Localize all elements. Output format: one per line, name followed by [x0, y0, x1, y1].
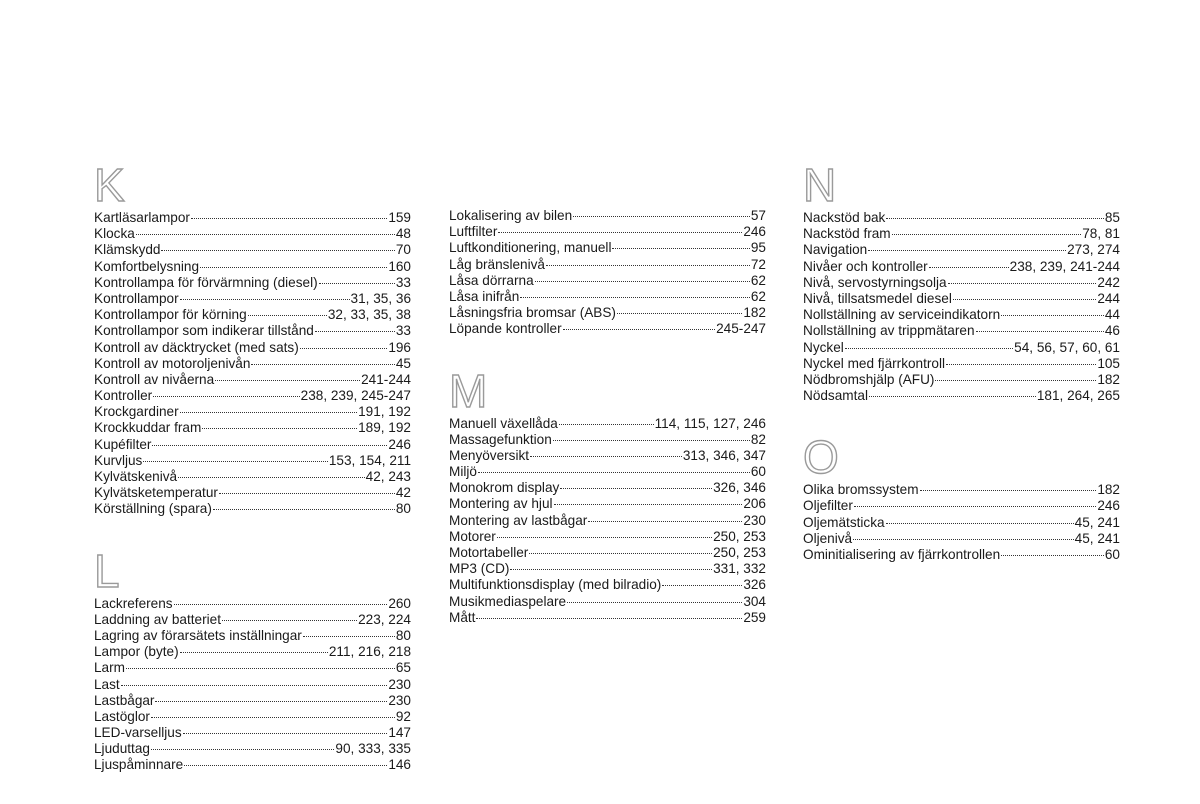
index-term: Kontrollampor för körning: [94, 307, 247, 323]
index-column-3: [803, 159, 1120, 593]
index-entry: [449, 224, 766, 240]
section-letter-m: M: [449, 364, 488, 417]
index-page-numbers: 54, 56, 57, 60, 61: [1014, 339, 1120, 355]
index-entry: [449, 305, 766, 321]
index-term: Krockkuddar fram: [94, 420, 202, 436]
dot-leader: [476, 617, 742, 619]
dot-leader: [151, 716, 395, 718]
index-entry: [94, 226, 411, 242]
index-entry: [94, 741, 411, 757]
dot-leader: [559, 423, 654, 425]
index-page-numbers: 182: [743, 305, 766, 321]
index-group-m: [449, 364, 766, 626]
index-page-numbers: 260: [388, 595, 411, 611]
dot-leader: [180, 411, 357, 413]
index-page-numbers: 181, 264, 265: [1036, 388, 1120, 404]
dot-leader: [248, 314, 327, 316]
index-term: Krockgardiner: [94, 404, 179, 420]
index-entries: [94, 596, 411, 774]
index-term: Låsa dörrarna: [449, 272, 534, 288]
index-term: Nivå, tillsatsmedel diesel: [803, 290, 952, 306]
index-entry: [94, 596, 411, 612]
index-term: Mått: [449, 609, 476, 625]
index-term: Multifunktionsdisplay (med bilradio): [449, 577, 662, 593]
index-entry: [449, 610, 766, 626]
index-term: Kurvljus: [94, 452, 143, 468]
index-entry: [449, 561, 766, 577]
index-term: Nollställning av trippmätaren: [803, 323, 975, 339]
dot-leader: [215, 379, 360, 381]
dot-leader: [853, 538, 1074, 540]
index-group-l-continued: [449, 208, 766, 338]
index-entry: [803, 259, 1120, 275]
index-term: Kontroller: [94, 388, 153, 404]
dot-leader: [136, 233, 395, 235]
index-entry: [94, 210, 411, 226]
index-entry: [803, 515, 1120, 531]
index-entry: [803, 210, 1120, 226]
index-entry: [803, 531, 1120, 547]
index-group-o: [803, 431, 1120, 563]
index-page-numbers: 259: [743, 609, 766, 625]
index-page-numbers: 191, 192: [358, 404, 411, 420]
index-entry: [94, 677, 411, 693]
index-page-numbers: 242: [1097, 274, 1120, 290]
index-page-numbers: 250, 253: [713, 528, 766, 544]
dot-leader: [953, 298, 1096, 300]
index-page-numbers: 196: [388, 339, 411, 355]
dot-leader: [180, 651, 328, 653]
index-term: Låsa inifrån: [449, 288, 520, 304]
index-entry: [94, 259, 411, 275]
dot-leader: [554, 503, 743, 505]
index-page-numbers: 182: [1097, 482, 1120, 498]
index-term: Nollställning av serviceindikatorn: [803, 307, 1001, 323]
index-entry: [803, 356, 1120, 372]
index-entry: [449, 240, 766, 256]
index-entry: [94, 501, 411, 517]
index-page-numbers: 159: [388, 210, 411, 225]
index-entry: [449, 480, 766, 496]
index-entry: [449, 545, 766, 561]
dot-leader: [143, 460, 328, 462]
index-page-numbers: 46: [1104, 323, 1120, 339]
dot-leader: [845, 347, 1013, 349]
index-page-numbers: 45: [395, 355, 411, 371]
index-entry: [94, 469, 411, 485]
index-entry: [94, 485, 411, 501]
index-page-numbers: 114, 115, 127, 246: [654, 415, 766, 431]
dot-leader: [1001, 314, 1104, 316]
dot-leader: [529, 552, 712, 554]
index-entry: [803, 547, 1120, 563]
index-page-numbers: 230: [743, 512, 766, 528]
index-entry: [94, 323, 411, 339]
index-page-numbers: 211, 216, 218: [328, 644, 411, 660]
dot-leader: [588, 520, 742, 522]
index-term: Laddning av batteriet: [94, 611, 221, 627]
index-entry: [803, 226, 1120, 242]
index-page-numbers: 313, 346, 347: [682, 447, 766, 463]
dot-leader: [161, 249, 394, 251]
index-page-numbers: 146: [388, 757, 411, 773]
dot-leader: [251, 363, 394, 365]
index-entry: [94, 660, 411, 676]
index-term: Last: [94, 676, 120, 692]
dot-leader: [155, 700, 387, 702]
index-entry: [803, 275, 1120, 291]
index-term: Lastbågar: [94, 692, 155, 708]
index-term: Lastöglor: [94, 708, 150, 724]
dot-leader: [920, 489, 1097, 491]
dot-leader: [892, 233, 1082, 235]
index-term: Nackstöd bak: [803, 210, 886, 225]
index-page-numbers: 273, 274: [1067, 242, 1120, 258]
index-entry: [94, 725, 411, 741]
index-page-numbers: 72: [750, 256, 766, 272]
index-term: Oljenivå: [803, 530, 853, 546]
index-group-n: [803, 159, 1120, 404]
index-term: Ominitialisering av fjärrkontrollen: [803, 547, 1001, 562]
index-term: Olika bromssystem: [803, 482, 919, 498]
index-page-numbers: 189, 192: [358, 420, 411, 436]
dot-leader: [546, 264, 750, 266]
index-entry: [803, 323, 1120, 339]
index-term: Kontroll av nivåerna: [94, 371, 215, 387]
index-entry: [803, 291, 1120, 307]
index-page-numbers: 326: [743, 577, 766, 593]
dot-leader: [563, 328, 716, 330]
index-page-numbers: 42, 243: [365, 469, 411, 484]
dot-leader: [178, 476, 365, 478]
dot-leader: [976, 330, 1104, 332]
index-entry: [94, 757, 411, 773]
dot-leader: [183, 732, 388, 734]
index-term: Kylvätskenivå: [94, 469, 178, 484]
index-page-numbers: 62: [750, 288, 766, 304]
dot-leader: [535, 280, 750, 282]
dot-leader: [315, 330, 395, 332]
index-entry: [94, 356, 411, 372]
index-term: Körställning (spara): [94, 501, 212, 517]
index-entry: [94, 404, 411, 420]
dot-leader: [303, 635, 395, 637]
index-entry: [94, 242, 411, 258]
index-entry: [803, 388, 1120, 404]
index-term: Navigation: [803, 242, 868, 258]
index-entry: [94, 709, 411, 725]
index-page-numbers: 80: [395, 501, 411, 517]
section-letter-o: O: [803, 431, 839, 484]
dot-leader: [662, 584, 742, 586]
index-term: Kartläsarlampor: [94, 210, 190, 225]
dot-leader: [497, 536, 712, 538]
index-term: Massagefunktion: [449, 431, 552, 447]
index-page-numbers: 32, 33, 35, 38: [327, 307, 411, 323]
index-page-numbers: 85: [1104, 210, 1120, 225]
index-entry: [449, 257, 766, 273]
index-term: Nyckel med fjärrkontroll: [803, 355, 946, 371]
index-page-numbers: 60: [750, 464, 766, 480]
index-page-numbers: 90, 333, 335: [335, 741, 411, 757]
index-term: Menyöversikt: [449, 447, 530, 463]
index-page-numbers: 65: [395, 660, 411, 676]
index-entry: [94, 340, 411, 356]
dot-leader: [929, 266, 1009, 268]
index-entry: [449, 529, 766, 545]
dot-leader: [553, 439, 750, 441]
index-entry: [94, 437, 411, 453]
index-term: Lackreferens: [94, 595, 173, 611]
index-term: Motortabeller: [449, 545, 529, 560]
index-term: Lokalisering av bilen: [449, 208, 573, 223]
dot-leader: [222, 619, 357, 621]
dot-leader: [319, 282, 395, 284]
index-entry: [94, 372, 411, 388]
index-page-numbers: 246: [388, 436, 411, 452]
index-page-numbers: 57: [750, 208, 766, 223]
dot-leader: [520, 296, 750, 298]
dot-leader: [617, 312, 742, 314]
index-page-numbers: 238, 239, 241-244: [1009, 258, 1120, 274]
index-entry: [94, 307, 411, 323]
dot-leader: [935, 379, 1096, 381]
dot-leader: [174, 603, 388, 605]
index-page-numbers: 304: [743, 593, 766, 609]
dot-leader: [152, 444, 387, 446]
dot-leader: [200, 266, 387, 268]
index-entry: [449, 448, 766, 464]
index-entry: [94, 453, 411, 469]
index-page-numbers: 160: [388, 258, 411, 274]
dot-leader: [184, 764, 387, 766]
index-entry: [803, 242, 1120, 258]
index-page-numbers: 95: [750, 240, 766, 256]
index-entry: [803, 372, 1120, 388]
index-page-numbers: 206: [743, 496, 766, 512]
index-page-numbers: 230: [388, 692, 411, 708]
index-entry: [449, 208, 766, 224]
index-term: Kontroll av motoroljenivån: [94, 355, 251, 371]
index-page-numbers: 246: [1097, 498, 1120, 514]
dot-leader: [202, 427, 357, 429]
index-term: Komfortbelysning: [94, 258, 200, 274]
dot-leader: [560, 487, 712, 489]
index-page-numbers: 326, 346: [713, 480, 766, 496]
index-term: Musikmediaspelare: [449, 593, 567, 609]
dot-leader: [573, 215, 750, 217]
index-column-1: [94, 159, 411, 804]
index-entry: [449, 496, 766, 512]
dot-leader: [869, 395, 1036, 397]
index-entry: [803, 340, 1120, 356]
index-page-numbers: 245-247: [716, 321, 766, 337]
dot-leader: [567, 601, 742, 603]
index-term: Montering av hjul: [449, 496, 553, 512]
index-page-numbers: 92: [395, 708, 411, 724]
index-page-numbers: 33: [395, 274, 411, 290]
index-term: Nyckel: [803, 339, 844, 355]
index-entry: [449, 594, 766, 610]
index-entry: [803, 482, 1120, 498]
index-page-numbers: 45, 241: [1074, 514, 1120, 530]
dot-leader: [530, 455, 682, 457]
index-term: Motorer: [449, 528, 496, 544]
dot-leader: [126, 667, 395, 669]
dot-leader: [510, 568, 712, 570]
index-page-numbers: 147: [388, 725, 411, 741]
index-page-numbers: 223, 224: [358, 611, 411, 627]
index-term: Kylvätsketemperatur: [94, 485, 218, 501]
index-entry: [449, 577, 766, 593]
dot-leader: [478, 471, 750, 473]
section-letter-n: N: [803, 159, 837, 211]
index-term: Montering av lastbågar: [449, 512, 588, 528]
index-term: Monokrom display: [449, 480, 560, 496]
dot-leader: [180, 298, 350, 300]
dot-leader: [219, 492, 395, 494]
dot-leader: [948, 282, 1097, 284]
index-page-numbers: 250, 253: [713, 545, 766, 560]
index-term: Miljö: [449, 464, 477, 480]
index-page-numbers: 70: [395, 242, 411, 258]
index-entry: [449, 513, 766, 529]
index-term: Kupéfilter: [94, 436, 152, 452]
index-term: Larm: [94, 660, 125, 676]
index-entry: [449, 321, 766, 337]
index-term: Luftfilter: [449, 224, 498, 240]
index-term: Nödsamtal: [803, 388, 868, 404]
index-entries: [449, 208, 766, 338]
index-term: Kontrollampa för förvärmning (diesel): [94, 274, 318, 290]
index-page-numbers: 42: [395, 485, 411, 501]
dot-leader: [151, 748, 334, 750]
index-term: Nivå, servostyrningsolja: [803, 274, 947, 290]
index-term: LED-varselljus: [94, 725, 182, 741]
index-page-numbers: 80: [395, 627, 411, 643]
index-page-numbers: 182: [1097, 371, 1120, 387]
index-term: Manuell växellåda: [449, 415, 558, 431]
index-term: Luftkonditionering, manuell: [449, 240, 612, 256]
index-page-numbers: 241-244: [361, 371, 411, 387]
index-entry: [94, 388, 411, 404]
index-entry: [94, 693, 411, 709]
dot-leader: [121, 684, 388, 686]
index-entry: [94, 612, 411, 628]
index-entries: [94, 210, 411, 518]
index-column-2: [449, 208, 766, 656]
index-page-numbers: 45, 241: [1074, 530, 1120, 546]
index-entry: [94, 420, 411, 436]
index-term: Lampor (byte): [94, 644, 179, 660]
index-page-numbers: 33: [395, 323, 411, 339]
index-term: Kontroll av däcktrycket (med sats): [94, 339, 299, 355]
index-entries: [803, 210, 1120, 404]
index-page-numbers: 31, 35, 36: [350, 290, 411, 306]
index-term: Kontrollampor: [94, 290, 179, 306]
index-group-l: [94, 544, 411, 774]
index-term: Oljefilter: [803, 498, 853, 514]
section-letter-k: K: [94, 159, 125, 211]
index-entry: [449, 416, 766, 432]
index-entry: [449, 289, 766, 305]
dot-leader: [854, 505, 1096, 507]
dot-leader: [191, 217, 387, 219]
index-entry: [449, 432, 766, 448]
index-page-numbers: 44: [1104, 307, 1120, 323]
index-entries: [449, 416, 766, 626]
dot-leader: [213, 508, 395, 510]
dot-leader: [498, 231, 742, 233]
index-term: Ljuspåminnare: [94, 757, 184, 773]
dot-leader: [868, 249, 1066, 251]
dot-leader: [153, 395, 299, 397]
index-entries: [803, 482, 1120, 563]
dot-leader: [1001, 554, 1104, 556]
index-entry: [449, 464, 766, 480]
dot-leader: [886, 217, 1104, 219]
index-term: Låg bränslenivå: [449, 256, 545, 272]
index-page-numbers: 105: [1097, 355, 1120, 371]
index-page-numbers: 82: [750, 431, 766, 447]
index-term: Klocka: [94, 226, 135, 242]
index-term: Nödbromshjälp (AFU): [803, 371, 935, 387]
index-term: Ljuduttag: [94, 741, 150, 757]
index-term: Kontrollampor som indikerar tillstånd: [94, 323, 314, 339]
index-page-numbers: 246: [743, 224, 766, 240]
index-page-numbers: 62: [750, 272, 766, 288]
index-entry: [449, 273, 766, 289]
index-entry: [94, 275, 411, 291]
index-page-numbers: 244: [1097, 290, 1120, 306]
index-entry: [94, 628, 411, 644]
index-entry: [803, 307, 1120, 323]
index-page-numbers: 230: [388, 676, 411, 692]
index-term: Oljemätsticka: [803, 514, 885, 530]
index-page-numbers: 60: [1104, 547, 1120, 562]
index-entry: [803, 498, 1120, 514]
index-term: Låsningsfria bromsar (ABS): [449, 305, 616, 321]
index-term: Klämskydd: [94, 242, 161, 258]
dot-leader: [886, 522, 1074, 524]
index-entry: [94, 644, 411, 660]
dot-leader: [612, 247, 749, 249]
section-letter-l: L: [94, 544, 120, 597]
index-entry: [94, 291, 411, 307]
dot-leader: [300, 347, 388, 349]
index-term: Löpande kontroller: [449, 321, 562, 337]
index-term: MP3 (CD): [449, 561, 510, 577]
index-page-numbers: 48: [395, 226, 411, 242]
index-term: Lagring av förarsätets inställningar: [94, 627, 302, 643]
index-page-numbers: 238, 239, 245-247: [300, 388, 411, 404]
index-page-numbers: 331, 332: [713, 561, 766, 577]
index-term: Nivåer och kontroller: [803, 258, 928, 274]
index-page-numbers: 78, 81: [1082, 226, 1120, 242]
index-page-numbers: 153, 154, 211: [328, 452, 411, 468]
index-group-k: [94, 159, 411, 518]
dot-leader: [946, 363, 1096, 365]
index-term: Nackstöd fram: [803, 226, 891, 242]
